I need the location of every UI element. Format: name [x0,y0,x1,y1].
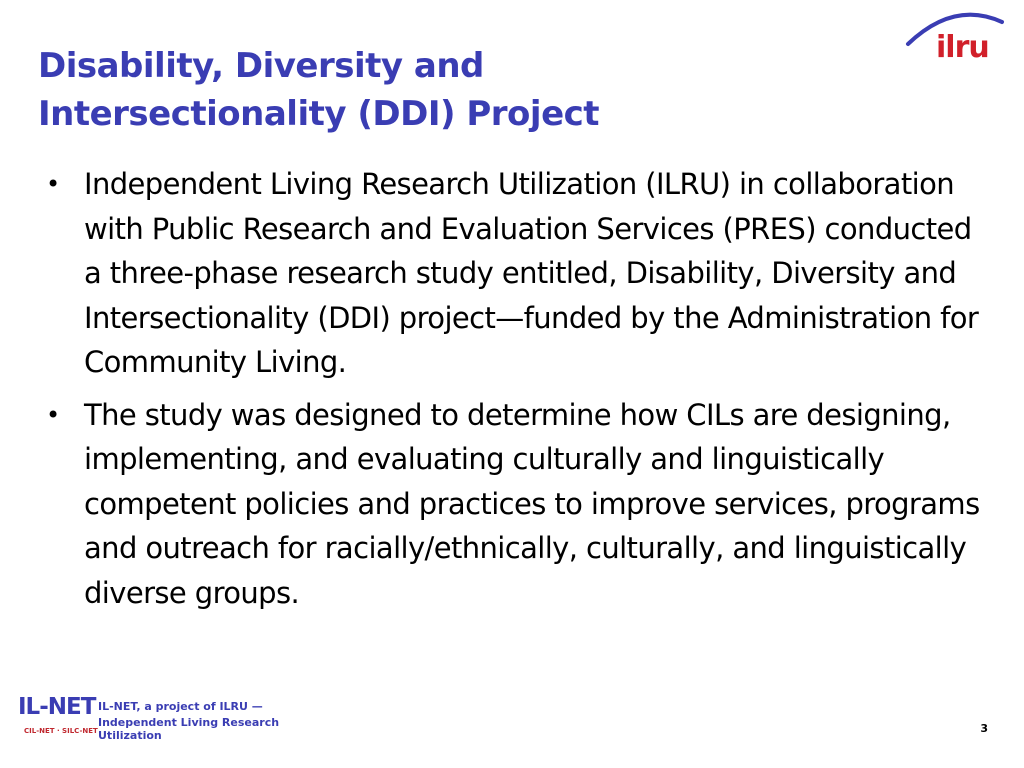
slide-title-line-2: Intersectionality (DDI) Project [38,94,600,134]
bullet-text: Independent Living Research Utilization (ILRU) in collaboration with Public Research and Evaluation Services (PRES) conducted a three-phase research study entitled, Disability, Diversity and Intersectionality (DDI) project—funded by the Administration for Community Living. [84,167,979,379]
slide-title-line-1: Disability, Diversity and [38,46,484,86]
logo-wordmark: ilru [936,30,989,65]
bullet-dot: • [46,170,60,198]
page-number: 3 [980,722,988,735]
footer-tagline-2: Independent Living Research Utilization [98,716,280,742]
bullet-dot: • [46,400,60,429]
slide-title [38,42,798,138]
il-net-brand: IL-NET [18,694,96,720]
footer-tagline-1: IL-NET, a project of ILRU — [98,700,263,713]
il-net-footer-logo [18,694,338,742]
bullet-item [42,393,982,616]
il-net-subbrand: CIL-NET · SILC-NET [24,727,98,735]
ilru-logo [904,8,1006,68]
bullet-list [42,162,982,623]
bullet-text: The study was designed to determine how CILs are designing, implementing, and evaluating culturally and linguistically competent policies and practices to improve services, programs and outreach for racially/ethnically, culturally, and linguistically diverse groups. [84,397,980,610]
bullet-item [42,162,982,385]
